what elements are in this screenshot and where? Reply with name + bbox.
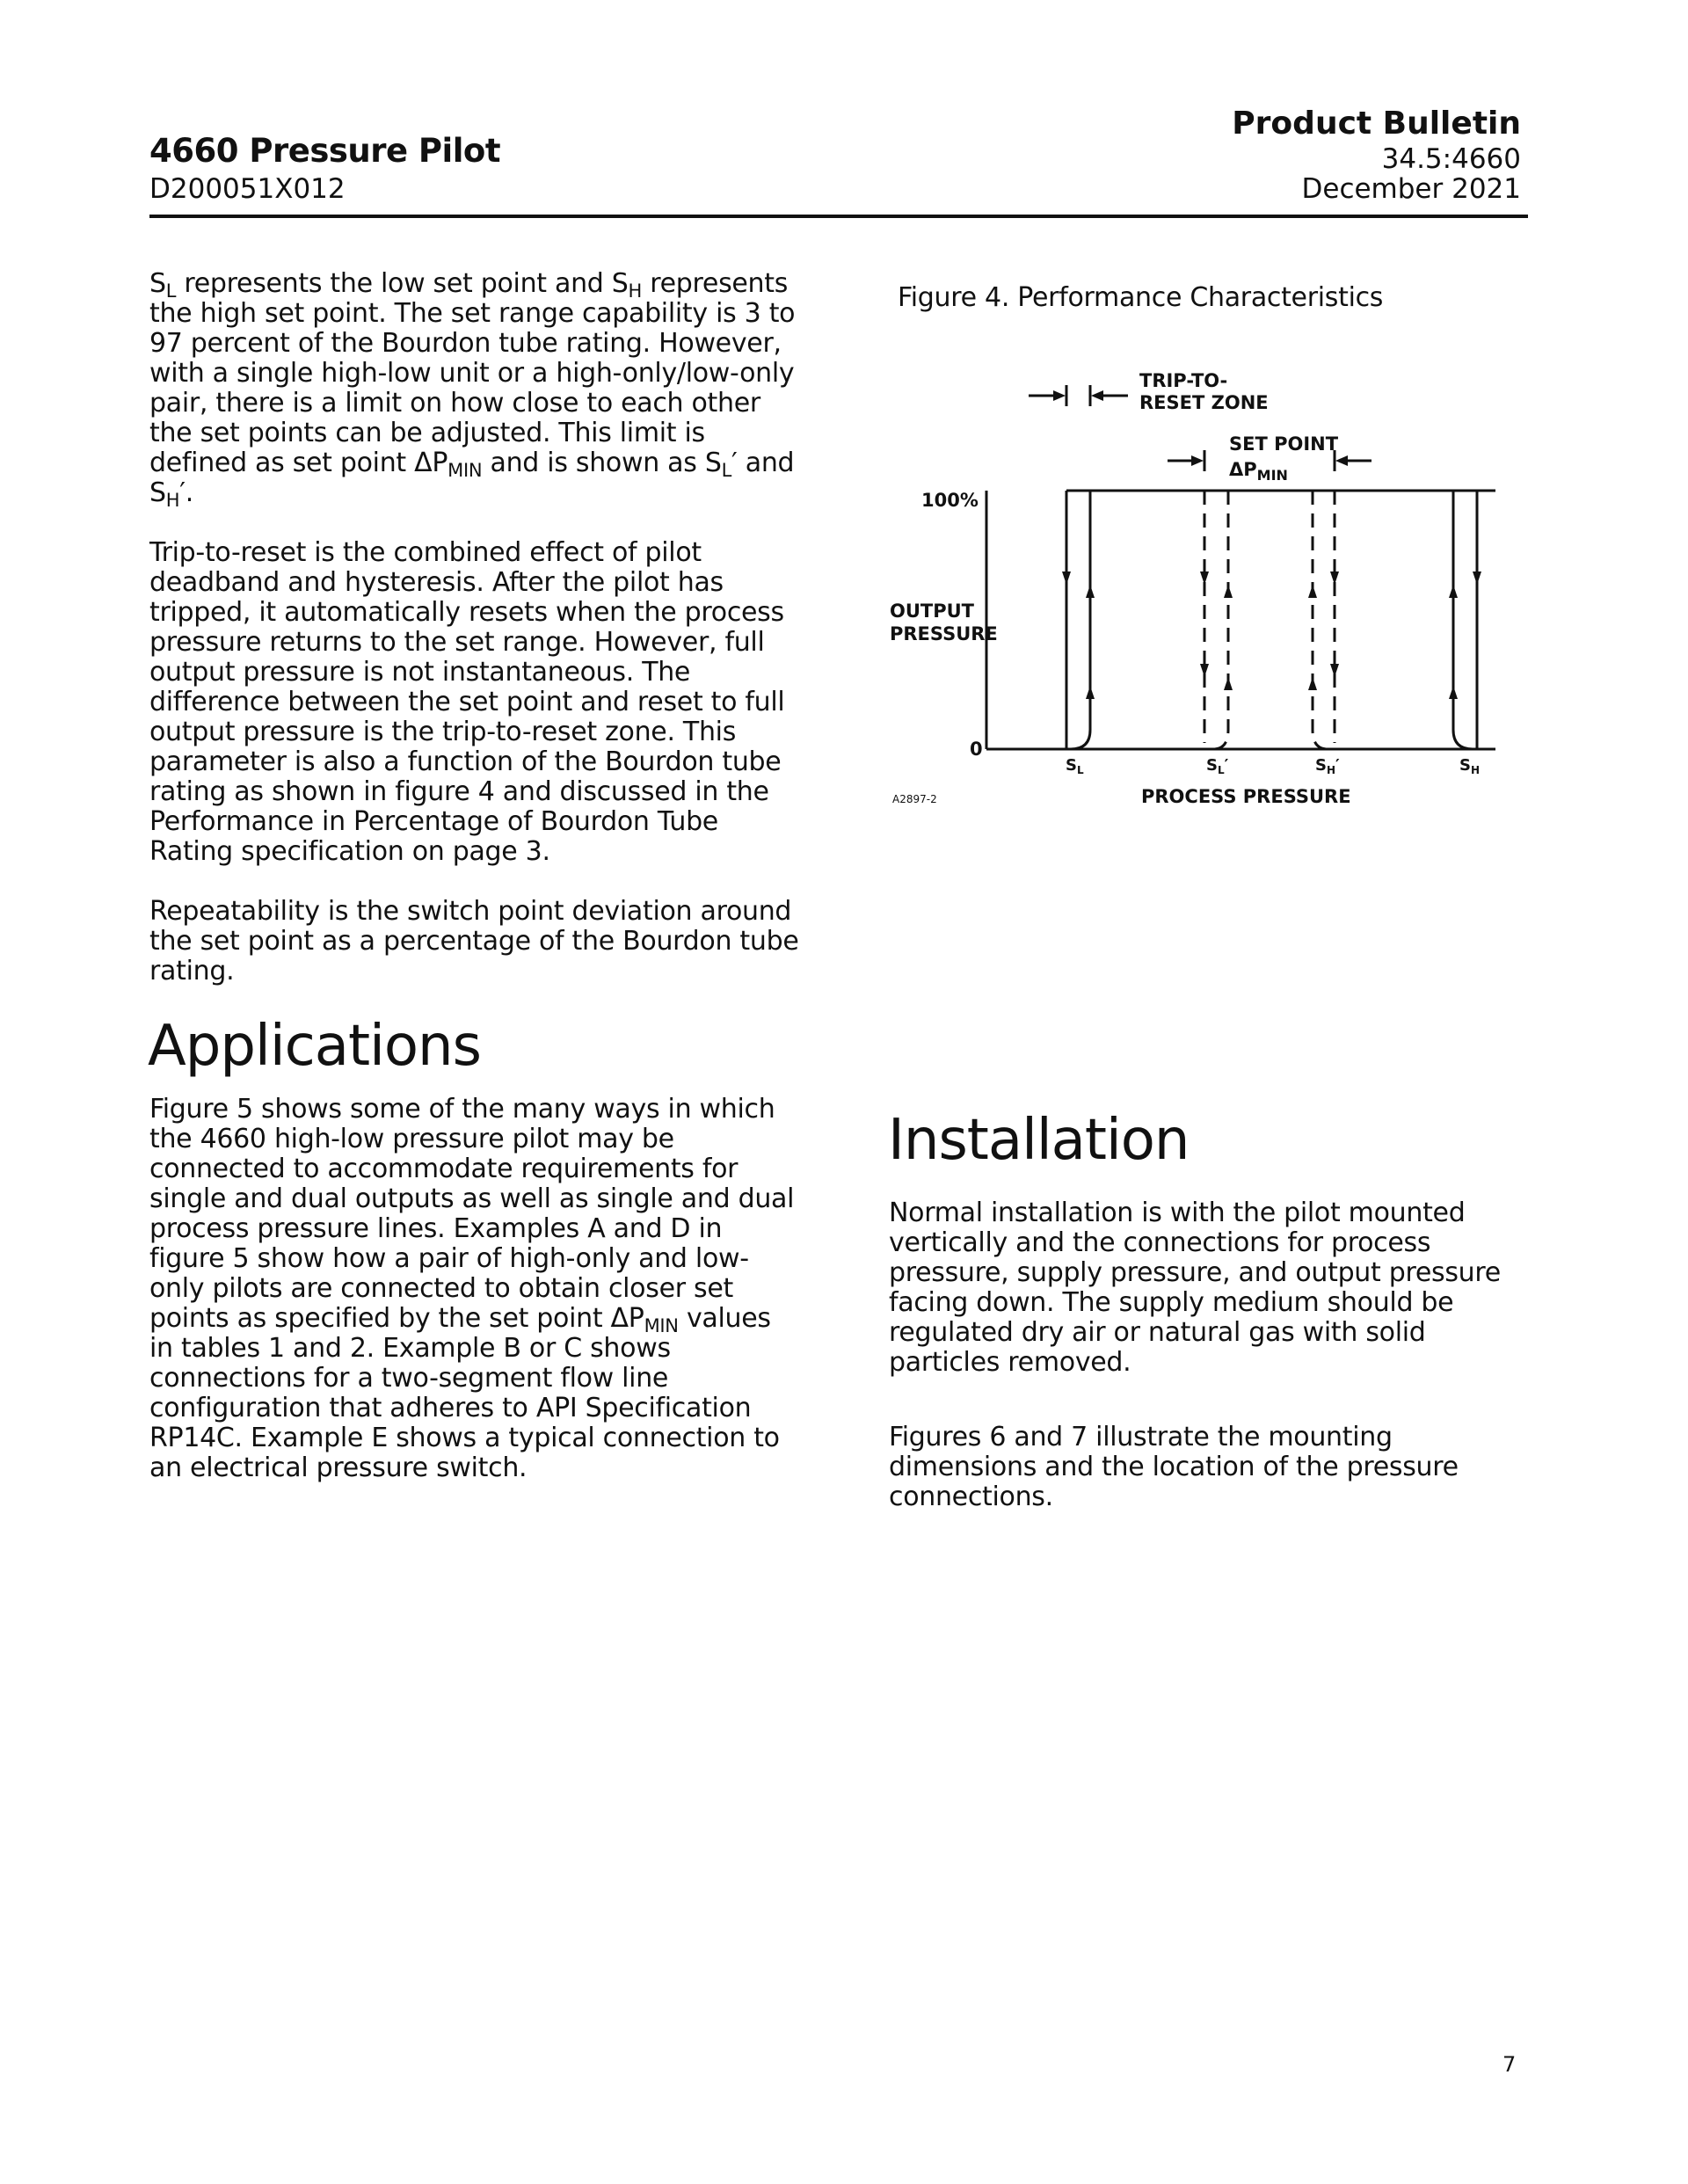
sl-prime-reset-curve	[1213, 491, 1228, 749]
up-arrow	[1449, 585, 1458, 598]
direction-arrows	[1062, 571, 1481, 699]
trip-zone-label-line1: TRIP-TO-	[1139, 370, 1228, 391]
performance-characteristics-diagram	[879, 352, 1512, 826]
down-arrow	[1062, 571, 1071, 585]
bulletin-date: December 2021	[1301, 173, 1521, 205]
up-arrow	[1224, 677, 1233, 690]
up-arrow	[1308, 585, 1317, 598]
x-axis-label: PROCESS PRESSURE	[1141, 786, 1351, 807]
up-arrow	[1308, 677, 1317, 690]
sl-reset-curve	[1071, 491, 1090, 749]
figure-caption: Figure 4. Performance Characteristics	[898, 282, 1384, 313]
bulletin-number: 34.5:4660	[1381, 143, 1521, 175]
paragraph-installation: Normal installation is with the pilot mounted vertically and the connections for process pressure, supply pressure, and output pressure facing down. The supply medium should be regulated dry air or natural gas with solid particles removed.	[889, 1198, 1501, 1378]
down-arrow	[1330, 664, 1339, 677]
tick-label-sl: $S_L$	[1066, 756, 1084, 776]
y-axis-label-line2: PRESSURE	[890, 623, 998, 644]
left-column-text	[149, 269, 800, 1016]
applications-heading: Applications	[148, 1014, 481, 1079]
sh-prime-reset-curve	[1313, 491, 1328, 749]
down-arrow	[1200, 664, 1209, 677]
down-arrow	[1200, 571, 1209, 585]
paragraph-trip-to-reset: Trip-to-reset is the combined effect of pilot deadband and hysteresis. After the pilot has tripped, it automatically resets when the process pressure returns to the set range. However, full output pressure is not instantaneous. The difference between the set point and reset to full output pressure is the trip-to-reset zone. This parameter is also a function of the Bourdon tube rating as shown in figure 4 and discussed in the Performance in Percentage of Bourdon Tube Rating specification on page 3.	[149, 537, 785, 867]
up-arrow	[1224, 585, 1233, 598]
installation-heading: Installation	[888, 1108, 1190, 1173]
bulletin-label: Product Bulletin	[1232, 106, 1521, 142]
trip-zone-label-line2: RESET ZONE	[1139, 392, 1269, 413]
y-axis-top-label: 100%	[921, 490, 979, 511]
document-number: D200051X012	[149, 173, 346, 205]
paragraph-installation-figures: Figures 6 and 7 illustrate the mounting dimensions and the location of the pressure connections.	[889, 1422, 1459, 1512]
document-title: 4660 Pressure Pilot	[149, 132, 501, 170]
paragraph-repeatability: Repeatability is the switch point deviation around the set point as a percentage of the Bourdon tube rating.	[149, 896, 799, 986]
setpoint-label: SET POINT	[1229, 433, 1339, 455]
tick-label-sl-prime: $S_L'$	[1206, 756, 1229, 776]
y-axis-zero-label: 0	[970, 739, 983, 760]
paragraph-set-points: $S_L$ represents the low set point and $S_H$ represents the high set point. The set range capability is 3 to 97 percent of the Bourdon tube rating. However, with a single high-low unit or a high-only/low-only pair, there is a limit on how close to each other the set points can be adjusted. This limit is defined as set point $\Delta P_{MIN}$ and is shown as $S_L'$ and $S_H'$.	[149, 268, 796, 511]
setpoint-delta-label: $\Delta P_{MIN}$	[1229, 459, 1288, 484]
y-axis-label-line1: OUTPUT	[890, 601, 974, 622]
up-arrow	[1449, 686, 1458, 699]
paragraph-applications: Figure 5 shows some of the many ways in which the 4660 high-low pressure pilot may be connected to accommodate requirements for single and dual outputs as well as single and dual process pressure lines. Examples A and D in figure 5 show how a pair of high-only and low-only pilots are connected to obtain closer set points as specified by the set point $\Delta P_{MIN}$ values in tables 1 and 2. Example B or C shows connections for a two-segment flow line configuration that adheres to API Specification RP14C. Example E shows a typical connection to an electrical pressure switch.	[149, 1094, 795, 1483]
up-arrow	[1086, 585, 1095, 598]
up-arrow	[1086, 686, 1095, 699]
tick-label-sh-prime: $S_H'$	[1315, 756, 1340, 776]
header-rule	[149, 215, 1528, 218]
figure-reference-code: A2897-2	[892, 793, 937, 805]
installation-text	[889, 1198, 1539, 1542]
down-arrow	[1473, 571, 1481, 585]
sh-reset-curve	[1453, 491, 1473, 749]
applications-text	[149, 1095, 800, 1513]
tick-label-sh: $S_H$	[1459, 756, 1481, 776]
down-arrow	[1330, 571, 1339, 585]
page-number: 7	[1502, 2052, 1517, 2077]
